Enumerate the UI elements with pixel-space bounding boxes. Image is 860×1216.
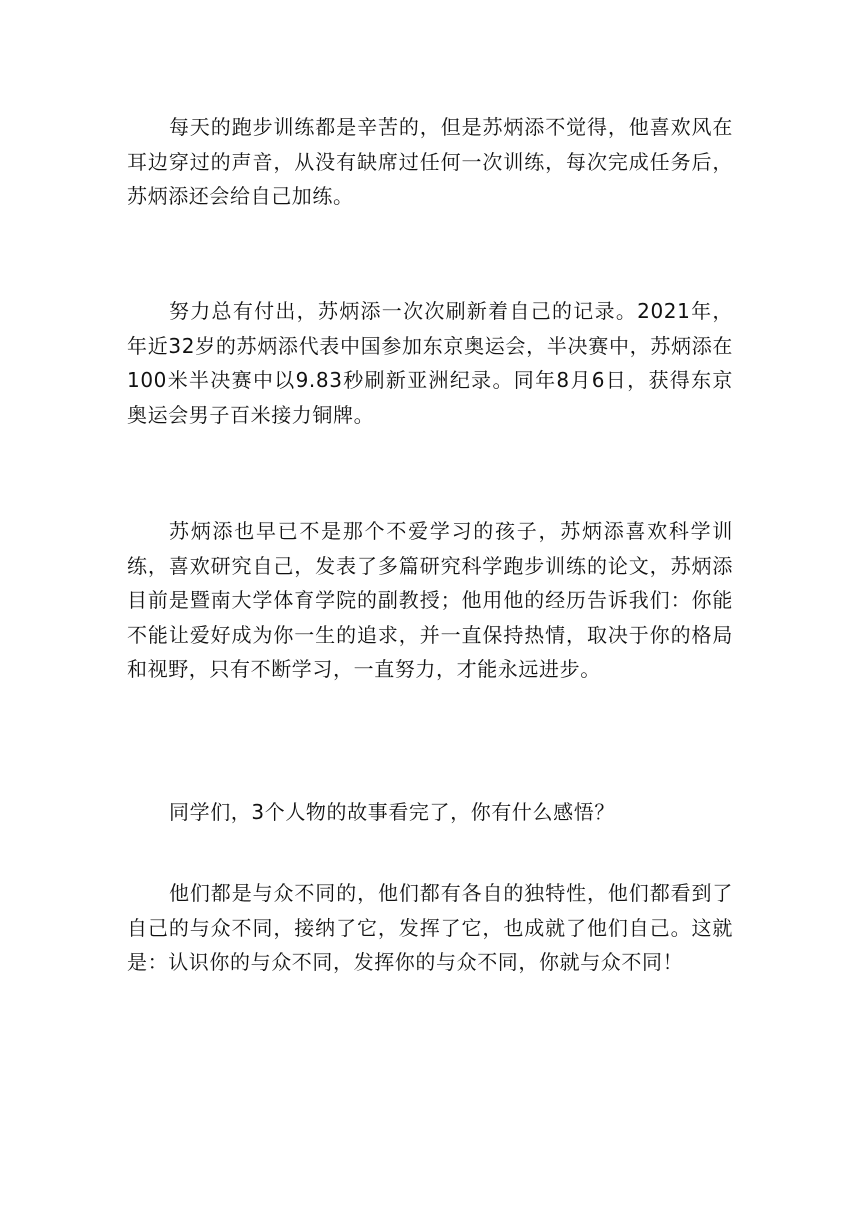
paragraph-conclusion: 他们都是与众不同的，他们都有各自的独特性，他们都看到了自己的与众不同，接纳了它，发挥了它，也成就了他们自己。这就是：认识你的与众不同，发挥你的与众不同，你就与众不同！ xyxy=(127,881,733,974)
paragraph-training: 每天的跑步训练都是辛苦的，但是苏炳添不觉得，他喜欢风在耳边穿过的声音，从没有缺席过任何一次训练，每次完成任务后，苏炳添还会给自己加练。 xyxy=(127,115,733,208)
paragraph-study: 苏炳添也早已不是那个不爱学习的孩子，苏炳添喜欢科学训练，喜欢研究自己，发表了多篇研究科学跑步训练的论文，苏炳添目前是暨南大学体育学院的副教授；他用他的经历告诉我们：你能不能让爱好成为你一生的追求，并一直保持热情，取决于你的格局和视野，只有不断学习，一直努力，才能永远进步。 xyxy=(127,519,733,681)
paragraph-record: 努力总有付出，苏炳添一次次刷新着自己的记录。2021年，年近32岁的苏炳添代表中国参加东京奥运会，半决赛中，苏炳添在100米半决赛中以9.83秒刷新亚洲纪录。同年8月6日，获得东京奥运会男子百米接力铜牌。 xyxy=(127,299,733,427)
paragraph-question: 同学们，3个人物的故事看完了，你有什么感悟？ xyxy=(169,800,615,824)
